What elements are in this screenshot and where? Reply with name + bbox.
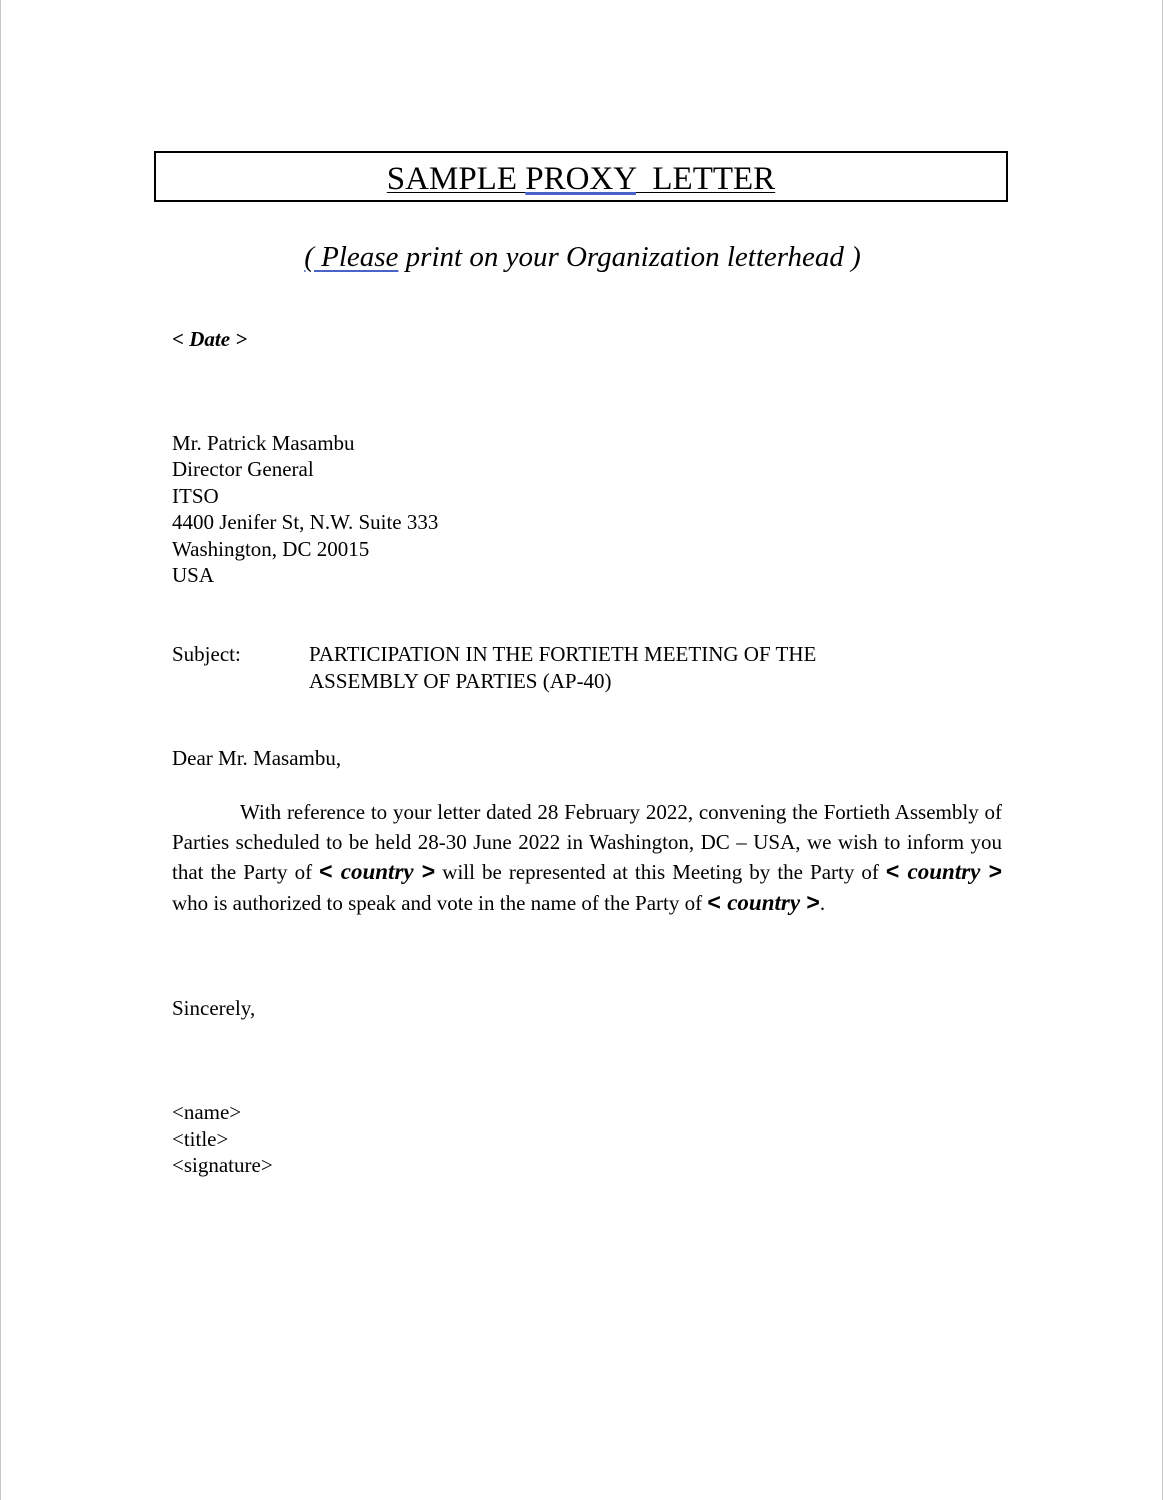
instruction-open: ( Please <box>304 241 399 273</box>
letterhead-instruction: ( Please print on your Organization letterhead ) <box>304 241 861 273</box>
country-placeholder: < country > <box>885 858 1003 884</box>
recipient-organization: ITSO <box>172 483 219 508</box>
country-placeholder: < country > <box>707 888 820 915</box>
subject-text <box>309 641 949 695</box>
body-paragraph: With reference to your letter dated 28 February 2022, convening the Fortieth Assembly of Parties scheduled to be held 28-30 June 2022 in Washington, DC – USA, we wish to inform you that the Party of < country > will be represented at this Meeting by the Party of < country > who is authorized to speak and vote in the name of the Party of < country >. <box>172 800 1003 915</box>
signature-block <box>172 1099 273 1179</box>
document-title: SAMPLE PROXY LETTER <box>386 161 776 197</box>
salutation: Dear Mr. Masambu, <box>172 746 342 770</box>
subject-label: Subject: <box>172 642 241 666</box>
subject-line-2: ASSEMBLY OF PARTIES (AP-40) <box>309 669 612 693</box>
closing: Sincerely, <box>172 996 256 1020</box>
signer-title: <title> <box>172 1126 229 1151</box>
recipient-title: Director General <box>172 457 314 482</box>
signer-signature: <signature> <box>172 1153 273 1177</box>
recipient-address <box>172 430 438 588</box>
title-box <box>154 151 1008 202</box>
subject-line-1: PARTICIPATION IN THE FORTIETH MEETING OF THE <box>309 642 817 666</box>
signer-name: <name> <box>172 1100 242 1124</box>
recipient-name: Mr. Patrick Masambu <box>172 431 355 455</box>
recipient-country: USA <box>172 563 215 588</box>
country-placeholder: < country > <box>319 858 436 884</box>
recipient-street: 4400 Jenifer St, N.W. Suite 333 <box>172 510 439 535</box>
date-placeholder: < Date > <box>172 327 248 351</box>
recipient-city: Washington, DC 20015 <box>172 536 370 561</box>
